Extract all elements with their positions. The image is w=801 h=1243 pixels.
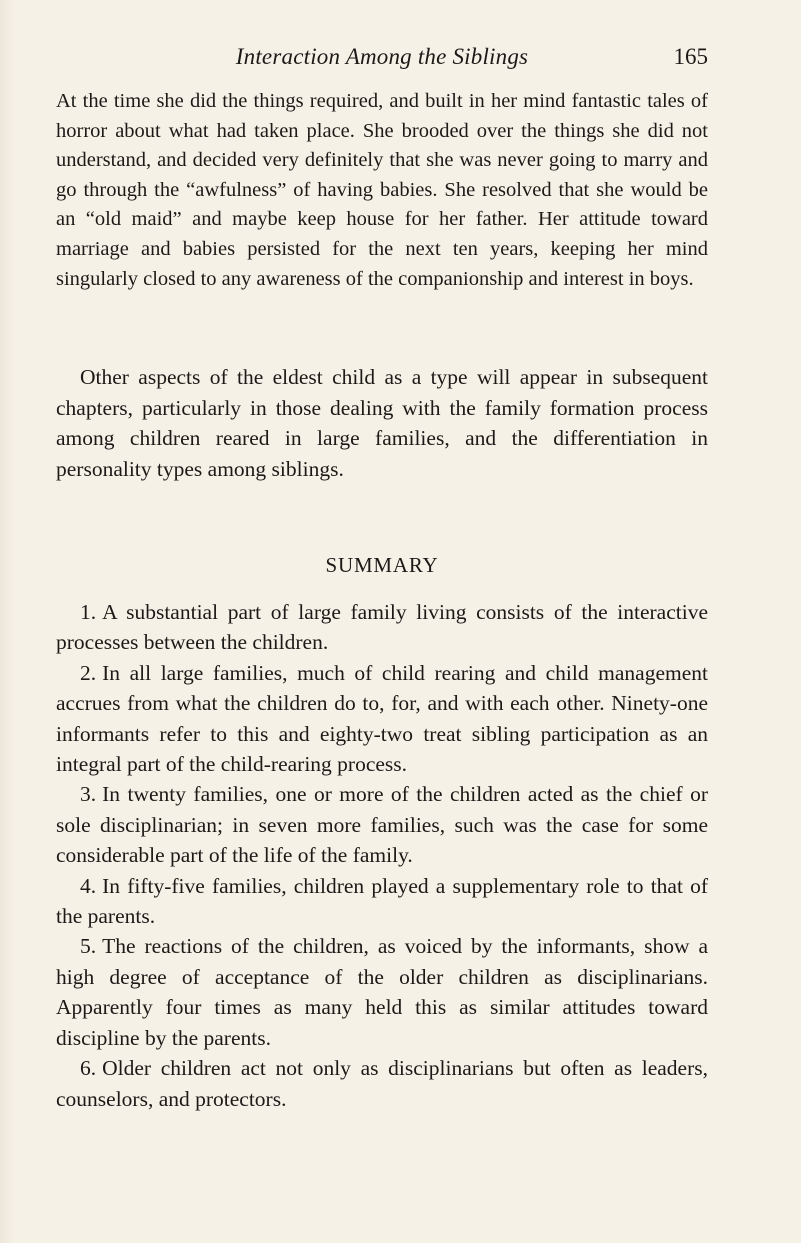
- running-title: Interaction Among the Siblings: [235, 44, 529, 69]
- paragraph-2: [56, 362, 708, 484]
- paragraph-text: Other aspects of the eldest child as a type will appear in subsequent chapters, particularly in those dealing with the family formation process among children reared in large families, and the differentiation in personality types among siblings.: [56, 365, 708, 481]
- item-text: A substantial part of large family living consists of the interactive processes between the children.: [56, 600, 708, 655]
- summary-item: [56, 871, 708, 932]
- item-number: 2.: [80, 660, 97, 685]
- item-number: 4.: [80, 873, 97, 898]
- summary-heading: SUMMARY: [325, 553, 439, 577]
- paragraph-text: At the time she did the things required, and built in her mind fantastic tales of horror about what had taken place. She brooded over the things she did not understand, and decided very definitely that she was never going to marry and go through the “awfulness” of having babies. She resolved that she would be an “old maid” and maybe keep house for her father. Her attitude toward marriage and babies persisted for the next ten years, keeping her mind singularly closed to any awareness of the companionship and interest in boys.: [56, 90, 708, 290]
- page-number: 165: [673, 44, 708, 69]
- summary-item: [56, 779, 708, 870]
- summary-item: [56, 1053, 708, 1114]
- summary-list: [56, 597, 708, 1114]
- item-text: The reactions of the children, as voiced by the informants, show a high degree of acceptance of the older children as disciplinarians. Apparently four times as many held this as similar attitudes toward discipline by the parents.: [56, 934, 708, 1050]
- paragraph-1: [56, 87, 708, 294]
- item-number: 5.: [80, 934, 97, 959]
- item-number: 6.: [80, 1056, 97, 1081]
- item-text: In all large families, much of child rearing and child management accrues from what the children do to, for, and with each other. Ninety-one informants refer to this and eighty-two treat sibling participation as an integral part of the child-rearing process.: [56, 660, 708, 777]
- item-text: In twenty families, one or more of the children acted as the chief or sole disciplinarian; in seven more families, such was the case for some considerable part of the life of the family.: [56, 782, 708, 868]
- running-head: [56, 44, 708, 78]
- item-text: Older children act not only as disciplinarians but often as leaders, counselors, and protectors.: [56, 1056, 708, 1111]
- item-number: 1.: [80, 600, 97, 624]
- summary-item: [56, 931, 708, 1053]
- item-text: In fifty-five families, children played a supplementary role to that of the parents.: [56, 873, 708, 929]
- summary-item: [56, 597, 708, 658]
- item-number: 3.: [80, 782, 97, 807]
- summary-item: [56, 658, 708, 780]
